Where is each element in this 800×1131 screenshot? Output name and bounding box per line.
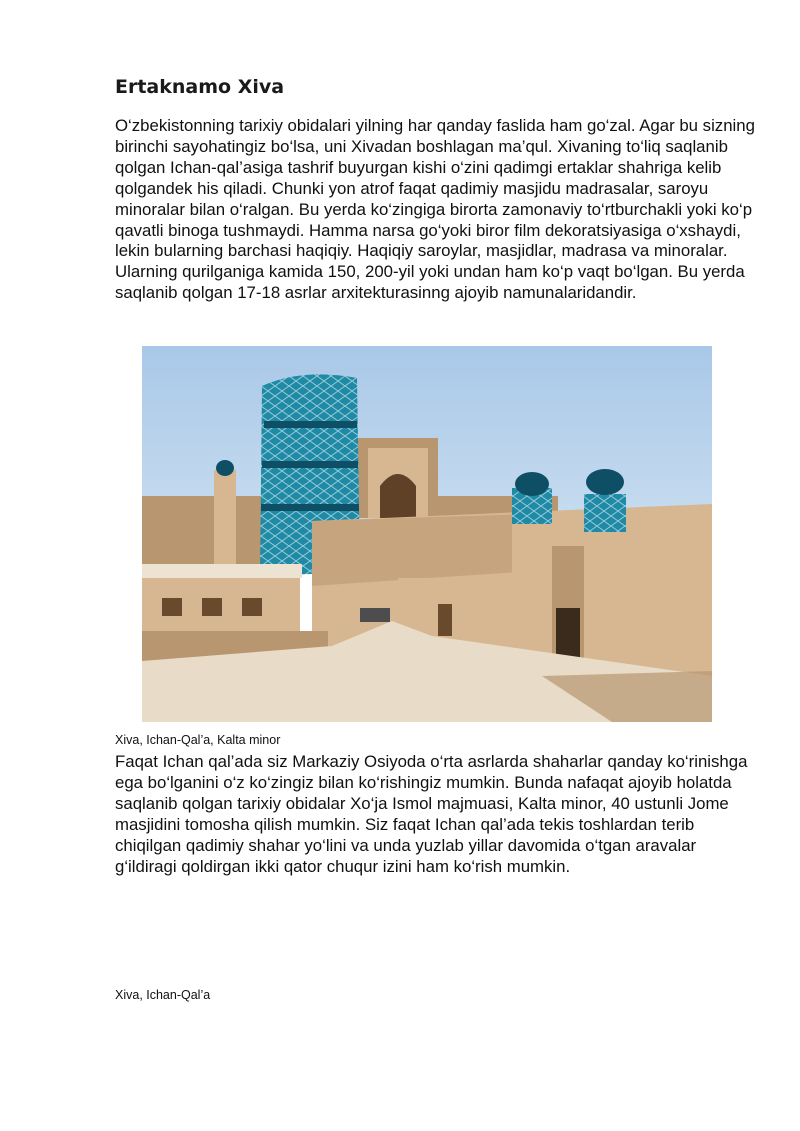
gate-tower-right-dome bbox=[586, 469, 624, 495]
gate-tower-left-dome bbox=[515, 472, 549, 496]
right-wing bbox=[626, 521, 712, 671]
gate-tower-right-top bbox=[584, 494, 626, 532]
left-house-window-1 bbox=[162, 598, 182, 616]
left-house-roof bbox=[142, 564, 302, 578]
portal-arch-opening bbox=[380, 474, 416, 518]
paragraph-intro: O‘zbekistonning tarixiy obidalari yilning har qanday faslida ham go‘zal. Agar bu sizning birinchi sayohatingiz bo‘lsa, uni Xivadan boshlagan ma’qul. Xivaning to‘liq saqlanib qolgan Ichan-qal’asiga tashrif buyurgan kishi o‘zini qadimgi ertaklar shahriga kelib qolgandek his qiladi. Chunki yon atrof faqat qadimiy masjidu madrasalar, saroyu minoralar bilan o‘ralgan. Bu yerda ko‘zingiga birorta zamonaviy to‘rtburchakli yoki ko‘p qavatli binoga tushmaydi. Hamma narsa go‘yoki biror film dekoratsiyasiga o‘xshaydi, lekin bularning barchasi haqiqiy. Haqiqiy saroylar, masjidlar, madrasa va minoralar. Ularning qurilganiga kamida 150, 200-yil yoki undan ham ko‘p vaqt bo‘lgan. Bu yerda saqlanib qolgan 17-18 asrlar arxitekturasinng ajoyib namunalaridandir. bbox=[115, 116, 755, 303]
kalta-minor-band-1 bbox=[264, 421, 357, 428]
gate-tower-left bbox=[512, 521, 552, 661]
small-tower-left bbox=[214, 470, 236, 580]
paragraph-ichan-qala: Faqat Ichan qal’ada siz Markaziy Osiyoda o‘rta asrlarda shaharlar qanday ko‘rinishga ega bo‘lganini o‘z ko‘zingiz bilan ko‘rishingiz mumkin. Bunda nafaqat ajoyib holatda saqlanib qolgan tarixiy obidalar Xo‘ja Ismol majmuasi, Kalta minor, 40 ustunli Jome masjidini tomosha qilish mumkin. Siz faqat Ichan qal’ada tekis toshlardan terib chiqilgan qadimiy shahar yo‘lini va unda yuzlab yillar davomida o‘tgan aravalar g‘ildiragi qoldirgan ikki qator chuqur izini ham ko‘rish mumkin. bbox=[115, 752, 748, 876]
center-house-door bbox=[438, 604, 452, 636]
gate-opening bbox=[556, 608, 580, 660]
cart bbox=[360, 608, 390, 622]
gate-tower-right bbox=[584, 528, 626, 668]
kalta-minor-photo bbox=[142, 346, 712, 722]
kalta-minor-band-2 bbox=[262, 461, 358, 468]
small-dome-left bbox=[216, 460, 234, 476]
left-house-window-2 bbox=[202, 598, 222, 616]
photo-caption-1: Xiva, Ichan-Qal’a, Kalta minor bbox=[115, 733, 281, 747]
left-house-window-3 bbox=[242, 598, 262, 616]
photo-caption-2: Xiva, Ichan-Qal’a bbox=[115, 988, 211, 1002]
kalta-minor-band-3 bbox=[261, 504, 359, 511]
page-title: Ertaknamo Xiva bbox=[115, 76, 285, 98]
